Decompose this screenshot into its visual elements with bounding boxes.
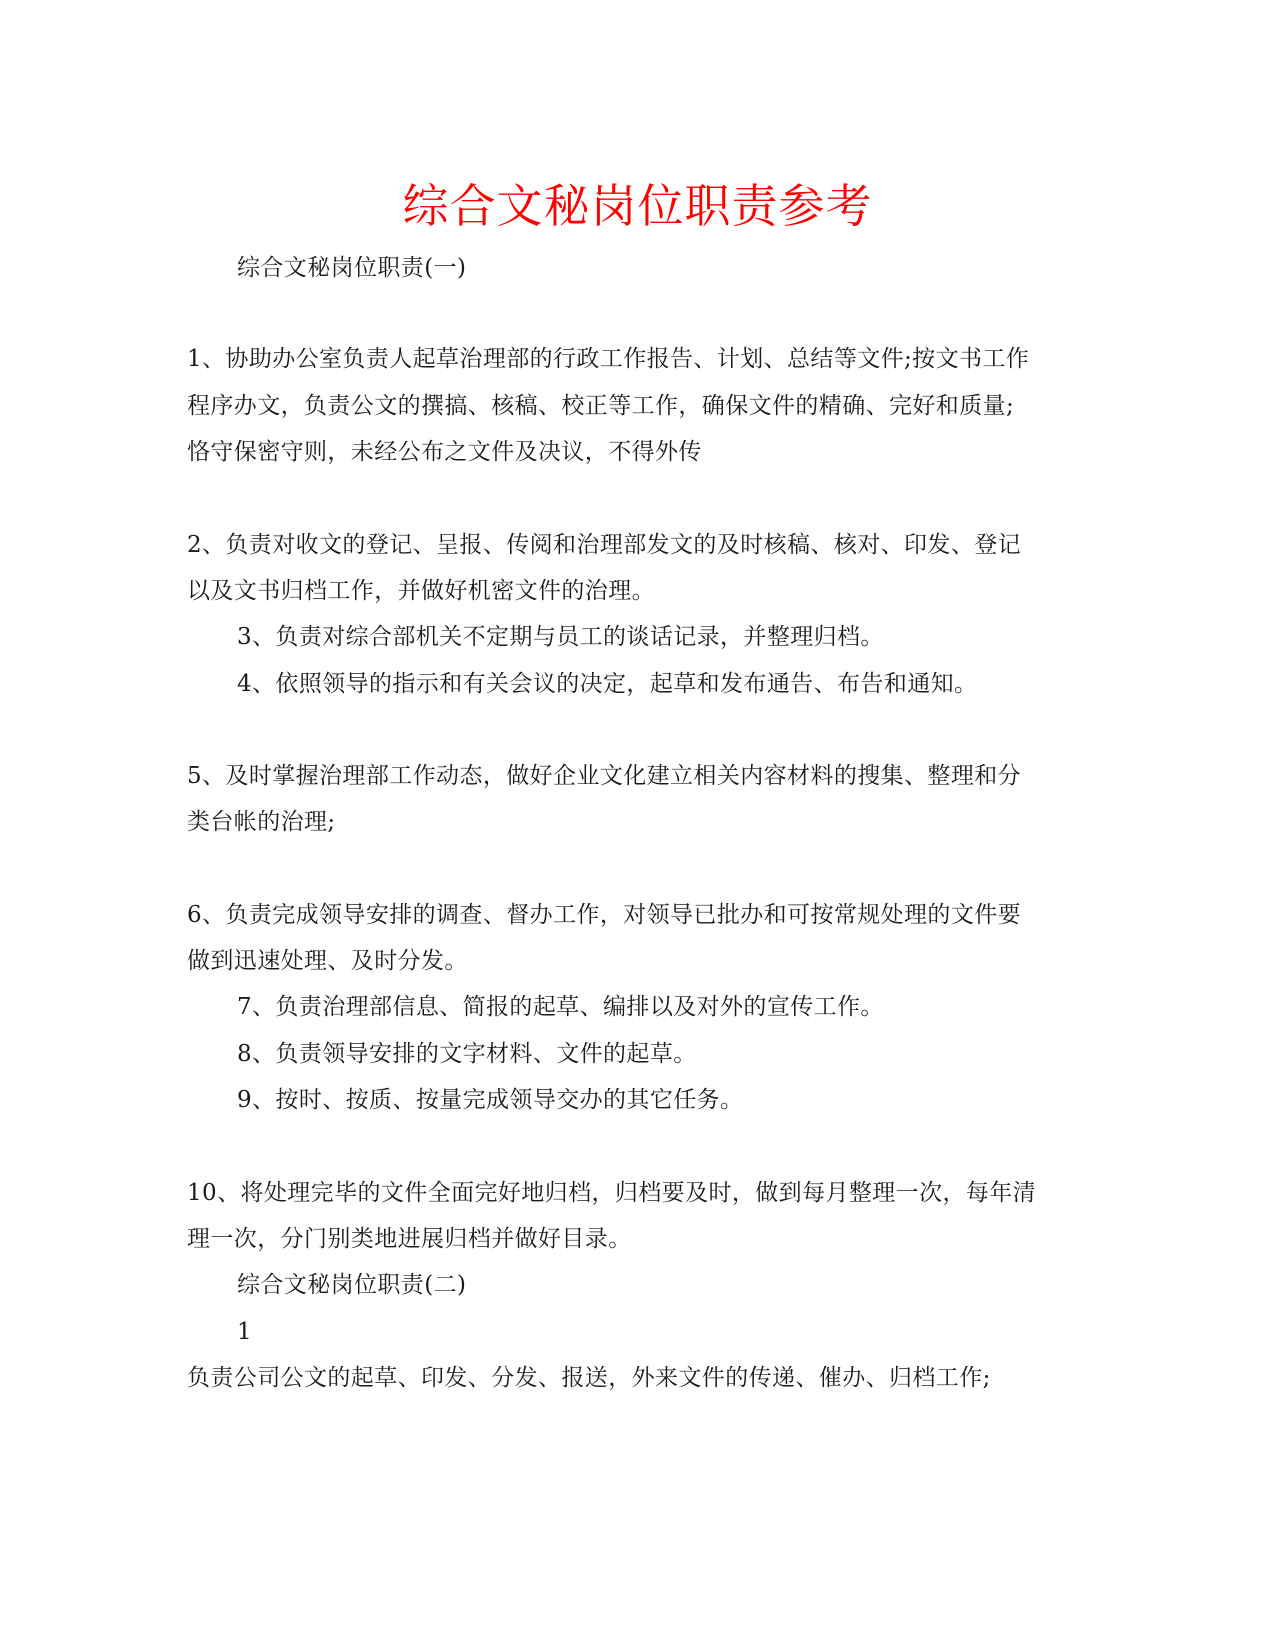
paragraph-line: 2、负责对收文的登记、呈报、传阅和治理部发文的及时核稿、核对、印发、登记 xyxy=(187,532,1022,558)
paragraph-line: 1 xyxy=(237,1319,253,1345)
paragraph-line: 理一次，分门别类地进展归档并做好目录。 xyxy=(187,1226,632,1252)
paragraph-line: 负责公司公文的起草、印发、分发、报送，外来文件的传递、催办、归档工作; xyxy=(187,1365,991,1391)
paragraph-line: 程序办文，负责公文的撰搞、核稿、校正等工作，确保文件的精确、完好和质量; xyxy=(187,393,1015,419)
paragraph-line: 恪守保密守则，未经公布之文件及决议，不得外传 xyxy=(187,439,702,465)
paragraph-line: 5、及时掌握治理部工作动态，做好企业文化建立相关内容材料的搜集、整理和分 xyxy=(187,763,1022,789)
section-heading-2: 综合文秘岗位职责(二) xyxy=(237,1272,467,1298)
paragraph-line: 做到迅速处理、及时分发。 xyxy=(187,948,468,974)
paragraph-line: 3、负责对综合部机关不定期与员工的谈话记录，并整理归档。 xyxy=(237,624,884,650)
paragraph-line: 6、负责完成领导安排的调查、督办工作，对领导已批办和可按常规处理的文件要 xyxy=(187,902,1022,928)
section-heading-1: 综合文秘岗位职责(一) xyxy=(237,255,467,281)
paragraph-line: 1、协助办公室负责人起草治理部的行政工作报告、计划、总结等文件;按文书工作 xyxy=(187,346,1030,372)
paragraph-line: 7、负责治理部信息、简报的起草、编排以及对外的宣传工作。 xyxy=(237,994,884,1020)
paragraph-line: 8、负责领导安排的文字材料、文件的起草。 xyxy=(237,1041,697,1067)
document-title: 综合文秘岗位职责参考 xyxy=(402,179,873,233)
paragraph-line: 9、按时、按质、按量完成领导交办的其它任务。 xyxy=(237,1087,744,1113)
paragraph-line: 4、依照领导的指示和有关会议的决定，起草和发布通告、布告和通知。 xyxy=(237,671,978,697)
paragraph-line: 类台帐的治理; xyxy=(187,809,336,835)
paragraph-line: 10、将处理完毕的文件全面完好地归档，归档要及时，做到每月整理一次，每年清 xyxy=(187,1180,1037,1206)
paragraph-line: 以及文书归档工作，并做好机密文件的治理。 xyxy=(187,578,655,604)
